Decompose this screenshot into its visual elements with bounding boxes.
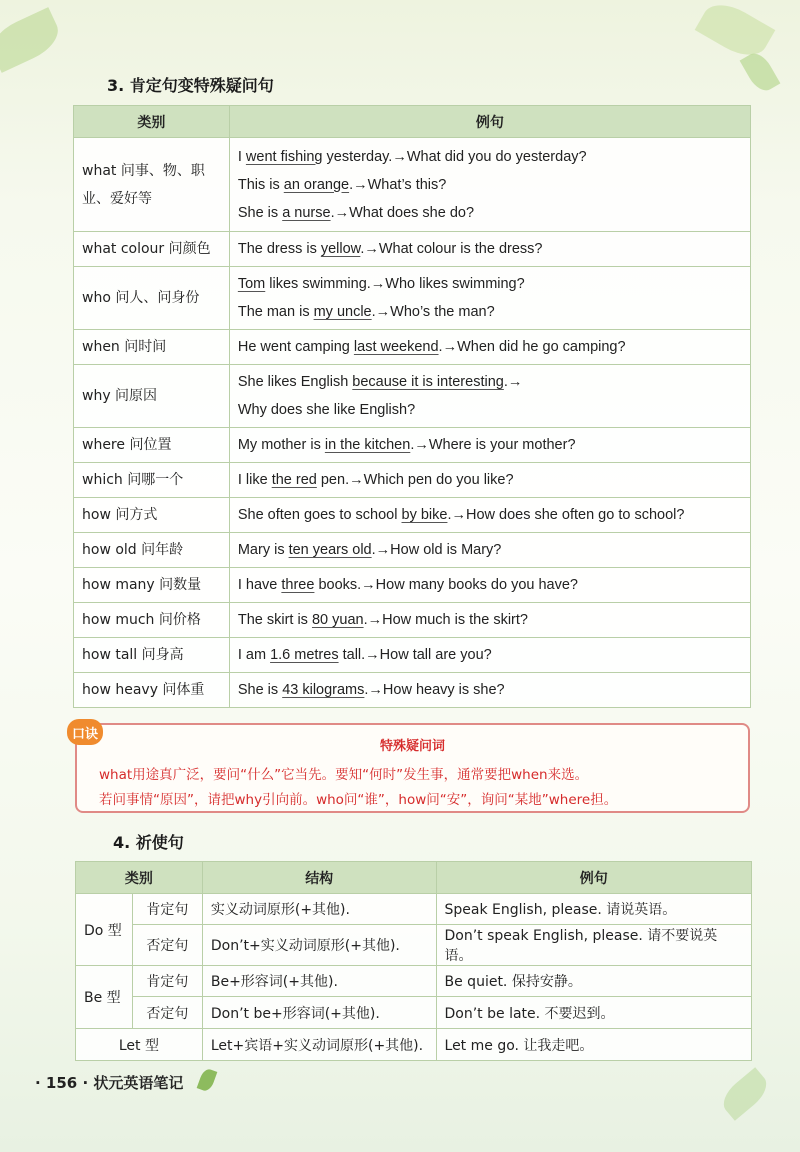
sentence-fragment: .→What does she do?: [330, 204, 475, 221]
category-cell: [74, 498, 230, 533]
example-cell: [229, 138, 750, 232]
category-text: what 问事、物、职: [82, 162, 205, 179]
example-cell: [229, 603, 750, 638]
category-cell: [74, 330, 230, 365]
example-cell: [229, 330, 750, 365]
example-sentence: [238, 466, 742, 494]
sentence-fragment: .→How old is Mary?: [371, 542, 502, 558]
rhyme-line-1: what用途真广泛，要问“什么”它当先。要知“何时”发生事，通常要把when来选。: [99, 767, 589, 783]
category-text: how 问方式: [82, 507, 158, 523]
leaf-decoration: [0, 7, 65, 73]
sentence-fragment: .→Who’s the man?: [371, 304, 495, 320]
example-cell: [229, 638, 750, 673]
question-row: [74, 603, 751, 638]
question-row: [74, 673, 751, 708]
header-structure: 结构: [202, 862, 436, 894]
sentence-fragment: The dress is: [237, 241, 321, 257]
sentence-fragment: .→How does she often go to school?: [447, 507, 685, 523]
underlined-phrase: ten years old: [288, 542, 372, 558]
category-text: how heavy 问体重: [82, 682, 205, 698]
sentence-fragment: books.→How many books do you have?: [314, 577, 579, 593]
question-row: [74, 232, 751, 267]
example-sentence: [238, 396, 742, 424]
example-sentence: [238, 298, 742, 326]
be-type-label: Be 型: [76, 966, 133, 1029]
category-text: 业、爱好等: [82, 190, 152, 207]
sentence-fragment: .→Where is your mother?: [410, 437, 576, 453]
rhyme-line-2: 若问事情“原因”，请把why引向前。who问“谁”，how问“安”，询问“某地”where担。: [99, 792, 618, 808]
section4-heading: 4. 祈使句: [113, 833, 184, 852]
category-text: which 问哪一个: [82, 472, 184, 488]
example-cell: [229, 533, 750, 568]
page-footer: · 156 · 状元英语笔记: [35, 1074, 184, 1092]
header-category: 类别: [76, 862, 203, 894]
category-cell: [74, 533, 230, 568]
do-pos-structure: 实义动词原形(+其他).: [202, 894, 436, 925]
example-sentence: [238, 270, 742, 298]
sentence-fragment: tall.→How tall are you?: [338, 647, 492, 663]
be-pos-sub: 肯定句: [132, 966, 202, 997]
category-cell: [74, 568, 230, 603]
rhyme-title: 特殊疑问词: [379, 739, 445, 754]
underlined-phrase: my uncle: [313, 304, 372, 320]
sentence-fragment: yesterday.→What did you do yesterday?: [322, 148, 587, 165]
underlined-phrase: three: [281, 577, 315, 593]
let-structure: Let+宾语+实义动词原形(+其他).: [202, 1029, 436, 1061]
sentence-fragment: .→What colour is the dress?: [360, 241, 543, 257]
question-row: [74, 463, 751, 498]
do-type-label: Do 型: [76, 894, 133, 966]
example-cell: [229, 232, 750, 267]
leaf-decoration: [695, 0, 776, 65]
underlined-phrase: yellow: [320, 241, 361, 257]
category-cell: [74, 365, 230, 428]
underlined-phrase: 43 kilograms: [282, 682, 365, 698]
underlined-phrase: Tom: [237, 276, 266, 292]
underlined-phrase: went fishing: [245, 148, 323, 165]
question-row: [74, 533, 751, 568]
category-cell: [74, 673, 230, 708]
leaf-decoration: [717, 1067, 773, 1121]
be-neg-sub: 否定句: [132, 997, 202, 1029]
question-row: [74, 498, 751, 533]
example-sentence: [238, 431, 742, 459]
let-type-label: Let 型: [76, 1029, 203, 1061]
question-row: [74, 638, 751, 673]
example-sentence: [238, 571, 742, 599]
section3-heading: 3. 肯定句变特殊疑问句: [107, 76, 274, 95]
category-text: how tall 问身高: [82, 647, 184, 663]
sentence-fragment: pen.→Which pen do you like?: [316, 472, 514, 488]
category-text: how old 问年龄: [82, 542, 184, 558]
category-cell: [74, 232, 230, 267]
sentence-fragment: She likes English: [237, 374, 353, 390]
example-sentence: [238, 641, 742, 669]
example-sentence: [238, 536, 742, 564]
question-row: [74, 267, 751, 330]
let-example: Let me go. 让我走吧。: [436, 1029, 751, 1061]
question-row: [74, 568, 751, 603]
example-sentence: [238, 171, 742, 199]
example-cell: [229, 673, 750, 708]
underlined-phrase: 80 yuan: [311, 612, 364, 628]
example-sentence: [238, 501, 742, 529]
sentence-fragment: likes swimming.→Who likes swimming?: [265, 276, 525, 292]
sentence-fragment: I like: [237, 472, 272, 488]
category-text: how many 问数量: [82, 577, 202, 593]
do-neg-example: Don’t speak English, please. 请不要说英语。: [436, 925, 751, 966]
sentence-fragment: .→When did he go camping?: [438, 339, 626, 355]
underlined-phrase: last weekend: [353, 339, 439, 355]
sentence-fragment: Mary is: [237, 542, 289, 558]
example-sentence: [238, 235, 742, 263]
example-sentence: [238, 333, 742, 361]
do-neg-sub: 否定句: [132, 925, 202, 966]
sentence-fragment: She is: [237, 682, 283, 698]
rhyme-badge: 口诀: [67, 719, 103, 745]
question-row: [74, 428, 751, 463]
sentence-fragment: The man is: [237, 304, 314, 320]
category-text: where 问位置: [82, 437, 172, 453]
question-table: [73, 105, 751, 708]
example-cell: [229, 267, 750, 330]
sentence-fragment: She often goes to school: [237, 507, 402, 523]
example-cell: [229, 365, 750, 428]
do-pos-example: Speak English, please. 请说英语。: [436, 894, 751, 925]
header-example: 例句: [229, 106, 750, 138]
example-cell: [229, 428, 750, 463]
question-row: [74, 365, 751, 428]
example-sentence: [238, 676, 742, 704]
underlined-phrase: an orange: [283, 176, 350, 193]
example-cell: [229, 498, 750, 533]
rhyme-box: [71, 723, 750, 813]
question-row: [74, 138, 751, 232]
category-cell: [74, 267, 230, 330]
sentence-fragment: I am: [237, 647, 271, 663]
sentence-fragment: .→How much is the skirt?: [363, 612, 528, 628]
leaf-decoration: [740, 49, 781, 96]
leaf-icon: [197, 1067, 218, 1092]
category-cell: [74, 603, 230, 638]
example-sentence: [238, 143, 742, 171]
example-cell: [229, 463, 750, 498]
header-category: 类别: [74, 106, 230, 138]
underlined-phrase: the red: [271, 472, 317, 488]
sentence-fragment: He went camping: [237, 339, 354, 355]
sentence-fragment: .→: [503, 374, 523, 390]
example-cell: [229, 568, 750, 603]
example-sentence: [238, 199, 742, 227]
underlined-phrase: by bike: [401, 507, 448, 523]
category-cell: [74, 463, 230, 498]
underlined-phrase: 1.6 metres: [270, 647, 339, 663]
example-sentence: [238, 368, 742, 396]
underlined-phrase: because it is interesting: [352, 374, 504, 390]
question-row: [74, 330, 751, 365]
be-pos-example: Be quiet. 保持安静。: [436, 966, 751, 997]
sentence-fragment: My mother is: [237, 437, 325, 453]
underlined-phrase: in the kitchen: [324, 437, 411, 453]
category-text: who 问人、问身份: [82, 290, 200, 306]
category-text: how much 问价格: [82, 612, 201, 628]
underlined-phrase: a nurse: [282, 204, 331, 221]
sentence-fragment: I: [237, 148, 246, 165]
category-cell: [74, 138, 230, 232]
sentence-fragment: Why does she like English?: [237, 402, 416, 418]
category-text: what colour 问颜色: [82, 241, 211, 257]
category-text: why 问原因: [82, 388, 158, 404]
category-cell: [74, 428, 230, 463]
be-neg-structure: Don’t be+形容词(+其他).: [202, 997, 436, 1029]
imperative-table: [75, 861, 752, 1061]
sentence-fragment: She is: [237, 204, 283, 221]
do-neg-structure: Don’t+实义动词原形(+其他).: [202, 925, 436, 966]
sentence-fragment: .→What’s this?: [349, 176, 447, 193]
example-sentence: [238, 606, 742, 634]
category-text: when 问时间: [82, 339, 167, 355]
sentence-fragment: This is: [237, 176, 284, 193]
be-pos-structure: Be+形容词(+其他).: [202, 966, 436, 997]
category-cell: [74, 638, 230, 673]
header-example: 例句: [436, 862, 751, 894]
sentence-fragment: The skirt is: [237, 612, 312, 628]
sentence-fragment: .→How heavy is she?: [364, 682, 505, 698]
do-pos-sub: 肯定句: [132, 894, 202, 925]
be-neg-example: Don’t be late. 不要迟到。: [436, 997, 751, 1029]
sentence-fragment: I have: [237, 577, 282, 593]
